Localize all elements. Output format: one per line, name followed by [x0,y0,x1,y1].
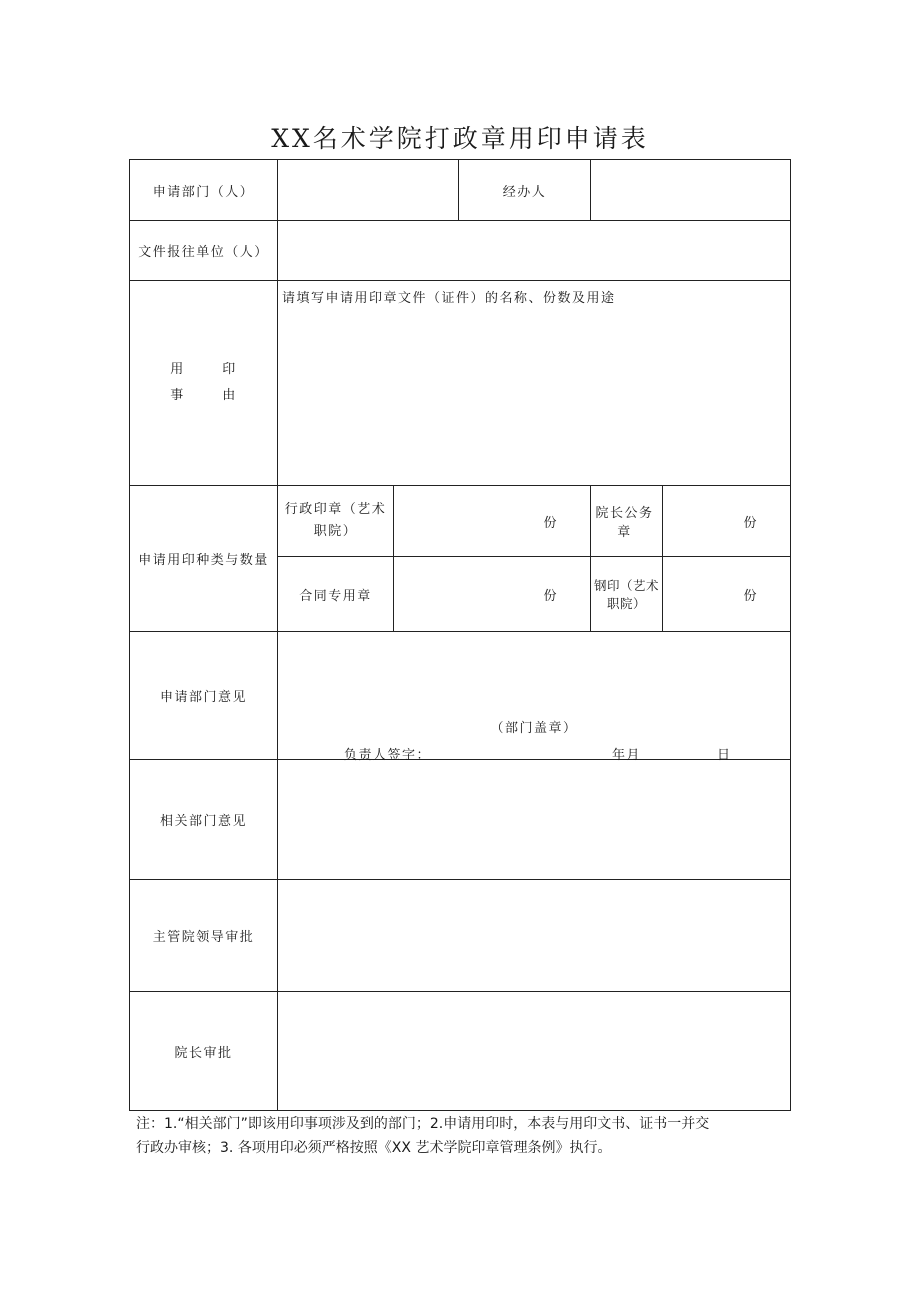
reason-hint-text: 请填写申请用印章文件（证件）的名称、份数及用途 [282,291,616,306]
row-reason [130,281,791,486]
label-seal-types: 申请用印种类与数量 [130,486,278,632]
seal-contract-name: 合同专用章 [278,557,394,632]
applicant-dept-field[interactable] [278,160,459,221]
president-approval-field[interactable] [278,992,791,1111]
related-opinion-field[interactable] [278,760,791,880]
seal-president-name: 院长公务章 [591,486,663,557]
label-leader-approval: 主管院领导审批 [130,880,278,992]
row-applicant [130,160,791,221]
row-recipient [130,221,791,281]
seal-admin-name: 行政印章（艺术职院） [278,486,394,557]
label-handler: 经办人 [459,160,591,221]
form-title: XX名术学院打政章用印申请表 [271,124,649,153]
label-dept-opinion: 申请部门意见 [130,632,278,760]
label-related-opinion: 相关部门意见 [130,760,278,880]
dept-stamp-text: （部门盖章） [490,721,578,736]
leader-approval-field[interactable] [278,880,791,992]
seal-president-qty[interactable]: 份 [663,486,791,557]
footnote [136,1112,796,1160]
label-recipient: 文件报往单位（人） [130,221,278,281]
label-president-approval: 院长审批 [130,992,278,1111]
row-president-approval [130,992,791,1111]
recipient-field[interactable] [278,221,791,281]
handler-field[interactable] [591,160,791,221]
date-label: 年月 日 [612,748,732,763]
reason-field[interactable] [278,281,791,486]
footnote-line-2: 行政办审核；3. 各项用印必须严格按照《XX 艺术学院印章管理条例》执行。 [136,1140,612,1156]
application-form-table [129,159,791,1111]
row-leader-approval [130,880,791,992]
row-dept-opinion [130,632,791,760]
seal-admin-qty[interactable]: 份 [394,486,591,557]
seal-contract-qty[interactable]: 份 [394,557,591,632]
row-seal-1 [130,486,791,557]
seal-steel-qty[interactable]: 份 [663,557,791,632]
row-related-opinion [130,760,791,880]
label-applicant-dept: 申请部门（人） [130,160,278,221]
dept-opinion-field[interactable] [278,632,791,763]
label-reason: 用 印 事 由 [130,281,278,486]
footnote-line-1: 注：1.“相关部门”即该用印事项涉及到的部门；2.申请用印时，本表与用印文书、证书一并交 [136,1116,710,1132]
signature-label: 负责人签字： [344,748,432,763]
seal-steel-name: 钢印（艺术职院） [591,557,663,632]
